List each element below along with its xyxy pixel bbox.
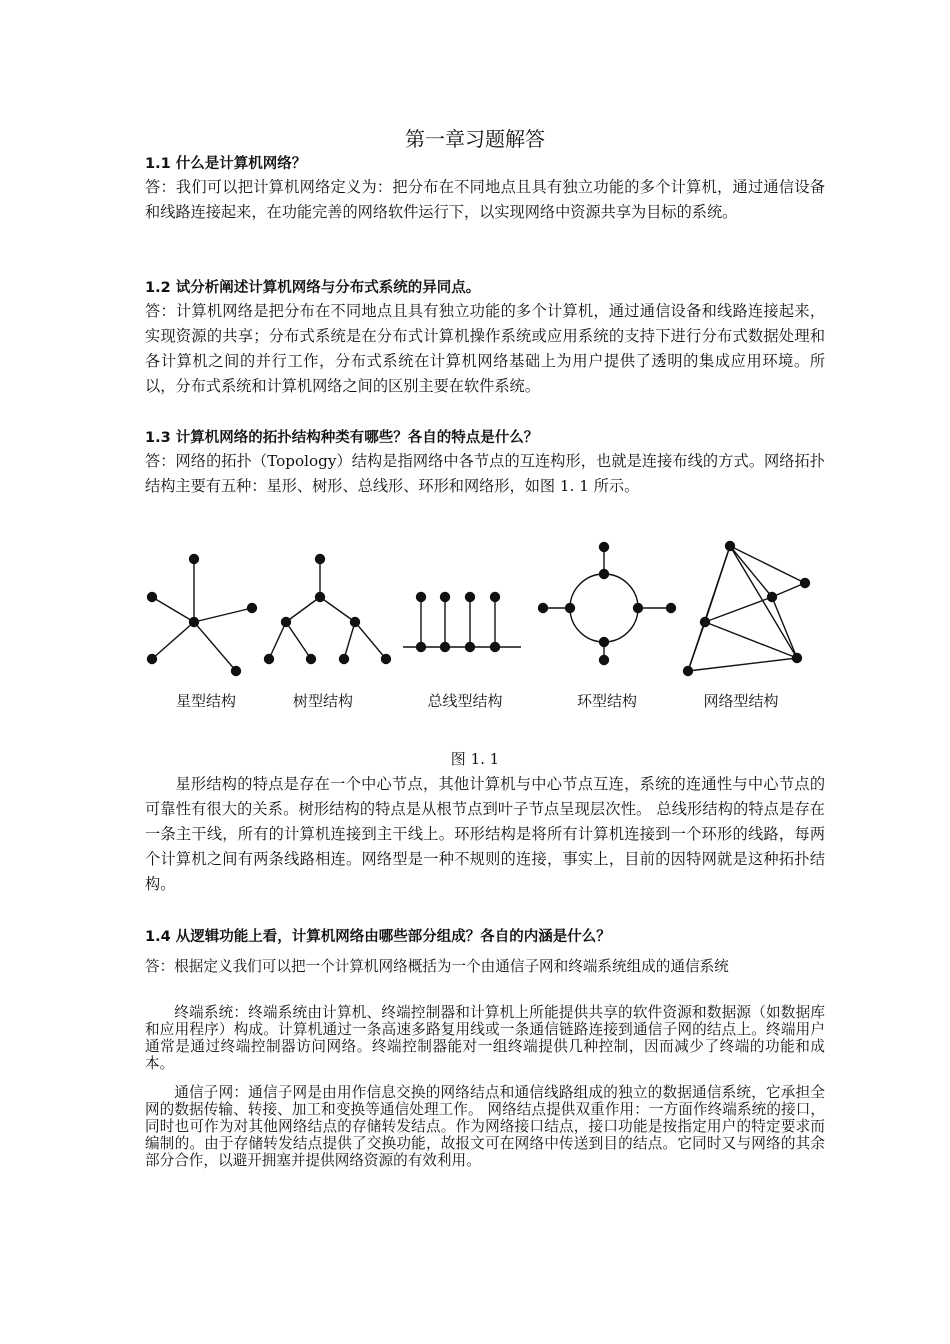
figure-caption: 图 1. 1: [450, 750, 500, 768]
label-mesh: 网络型结构: [703, 692, 779, 710]
star-topology-diagram: [148, 555, 257, 676]
answer-1-4: 答：根据定义我们可以把一个计算机网络概括为一个由通信子网和终端系统组成的通信系统: [145, 958, 729, 975]
answer-1-3: 答：网络的拓扑（Topology）结构是指网络中各节点的互连构形，也就是连接布线的方式。网络拓扑结构主要有五种：星形、树形、总线形、环形和网络形，如图 1. 1 所示。: [145, 452, 825, 495]
bus-topology-diagram: [403, 593, 521, 652]
page-title: 第一章习题解答: [405, 127, 545, 151]
label-star: 星型结构: [175, 692, 237, 710]
topology-figure: [135, 535, 825, 720]
label-ring: 环型结构: [576, 692, 638, 710]
terminal-system-paragraph: 终端系统：终端系统由计算机、终端控制器和计算机上所能提供共享的软件资源和数据源（如数据库和应用程序）构成。计算机通过一条高速多路复用线或一条通信链路连接到通信子网的结点上。终端用户通常是通过终端控制器访问网络。终端控制器能对一组终端提供几种控制，因而减少了终端的功能和成本。: [145, 1004, 825, 1072]
question-1-1: 1.1 什么是计算机网络？: [145, 156, 307, 172]
answer-1-1: 答：我们可以把计算机网络定义为：把分布在不同地点且具有独立功能的多个计算机，通过通信设备和线路连接起来，在功能完善的网络软件运行下，以实现网络中资源共享为目标的系统。: [145, 178, 825, 221]
tree-topology-diagram: [265, 555, 391, 664]
label-bus: 总线型结构: [427, 692, 503, 710]
label-tree: 树型结构: [292, 692, 354, 710]
ring-topology-diagram: [539, 543, 676, 665]
question-1-3: 1.3 计算机网络的拓扑结构种类有哪些？各自的特点是什么？: [145, 430, 539, 446]
communication-subnet-paragraph: 通信子网：通信子网是由用作信息交换的网络结点和通信线路组成的独立的数据通信系统，它承担全网的数据传输、转接、加工和变换等通信处理工作。 网络结点提供双重作用：一方面作终端系统的接口，同时也可作为对其他网络结点的存储转发结点。作为网络接口结点，接口功能是按指定用户的特定要求而编制的。由于存储转发结点提供了交换功能，故报文可在网络中传送到目的结点。它同时又与网络的其余部分合作，以避开拥塞并提供网络资源的有效利用。: [145, 1084, 825, 1169]
answer-1-2: 答：计算机网络是把分布在不同地点且具有独立功能的多个计算机，通过通信设备和线路连接起来，实现资源的共享；分布式系统是在分布式计算机操作系统或应用系统的支持下进行分布式数据处理和各计算机之间的并行工作，分布式系统在计算机网络基础上为用户提供了透明的集成应用环境。所以，分布式系统和计算机网络之间的区别主要在软件系统。: [145, 302, 825, 395]
question-1-2: 1.2 试分析阐述计算机网络与分布式系统的异同点。: [145, 280, 481, 296]
question-1-4: 1.4 从逻辑功能上看，计算机网络由哪些部分组成？各自的内涵是什么？: [145, 929, 611, 945]
mesh-topology-diagram: [684, 542, 810, 676]
explanation-1-3: 星形结构的特点是存在一个中心节点，其他计算机与中心节点互连，系统的连通性与中心节点的可靠性有很大的关系。树形结构的特点是从根节点到叶子节点呈现层次性。 总线形结构的特点是存在一条主干线，所有的计算机连接到主干线上。环形结构是将所有计算机连接到一个环形的线路，每两个计算机之间有两条线路相连。网络型是一种不规则的连接，事实上，目前的因特网就是这种拓扑结构。: [145, 775, 825, 893]
